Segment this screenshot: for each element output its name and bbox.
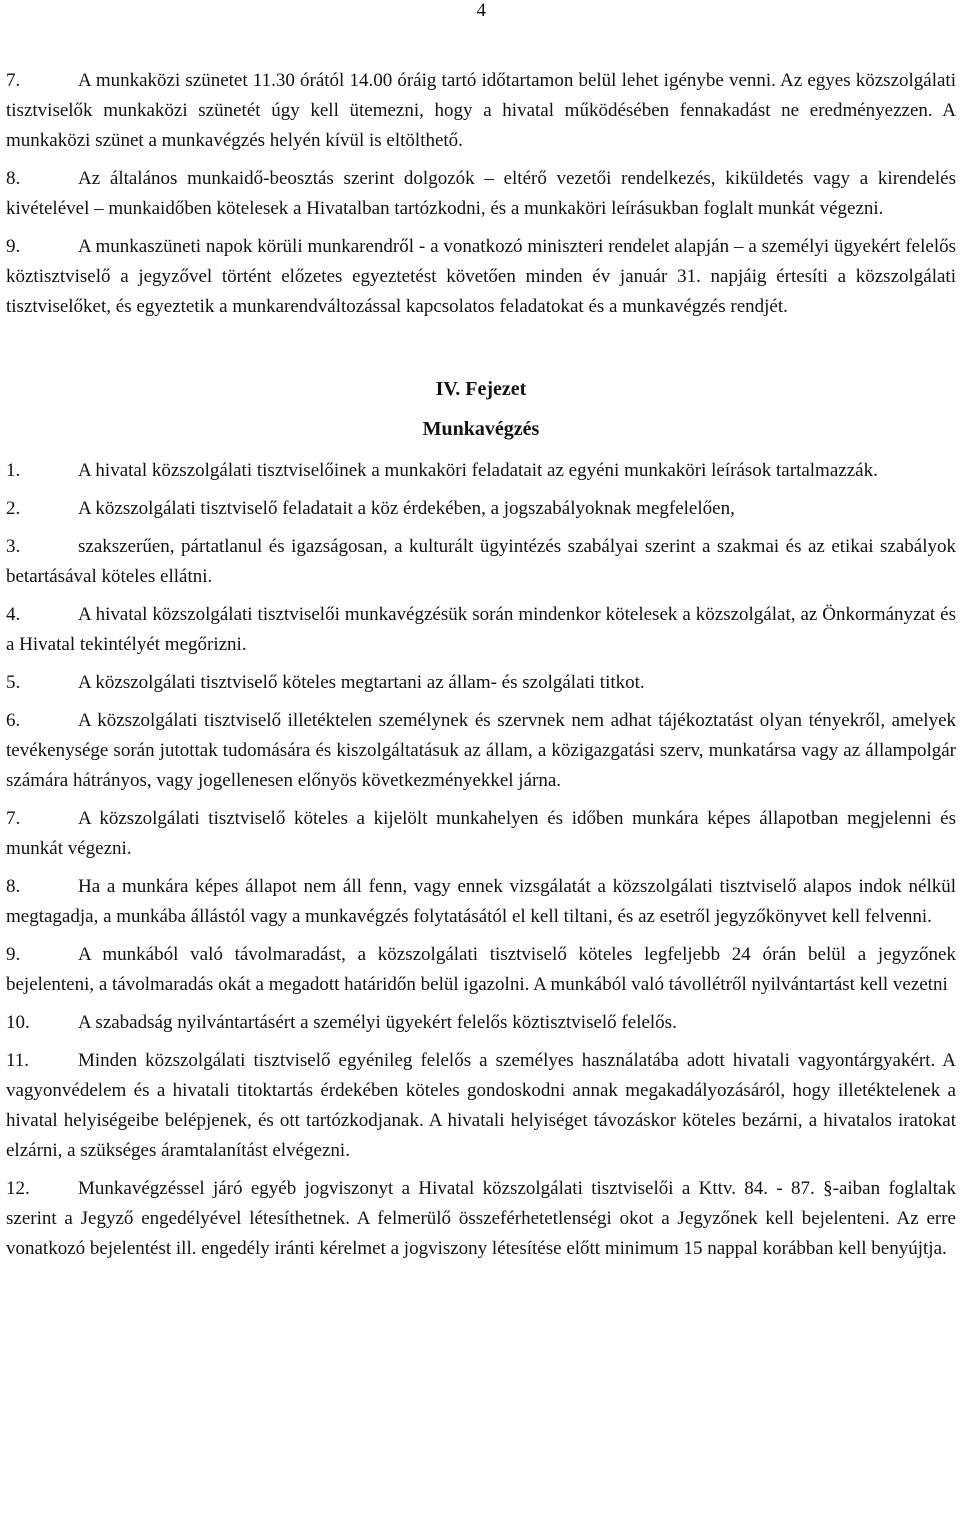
numbered-paragraph (6, 872, 956, 932)
paragraph-text: Munkavégzéssel járó egyéb jogviszonyt a Hivatal közszolgálati tisztviselői a Kttv. 84. - 87. §-aiban foglaltak szerint a Jegyző engedélyével létesíthetnek. A felmerülő összeférhetetlenségi okot a Jegyzőnek kell bejelenteni. Az erre vonatkozó bejelentést ill. engedély iránti kérelmet a jogviszony létesítése előtt minimum 15 nappal korábban kell benyújtja. (6, 1178, 956, 1259)
numbered-paragraph (6, 706, 956, 796)
chapter-number: IV. Fejezet (435, 378, 527, 400)
numbered-paragraph (6, 164, 956, 224)
paragraph-number: 3. (6, 536, 21, 557)
paragraph-list-top (6, 66, 956, 322)
paragraph-text: A közszolgálati tisztviselő köteles a kijelölt munkahelyen és időben munkára képes állapotban megjelenni és munkát végezni. (6, 808, 956, 859)
numbered-paragraph (6, 494, 956, 524)
paragraph-number: 6. (6, 710, 21, 731)
numbered-paragraph (6, 804, 956, 864)
paragraph-number: 5. (6, 672, 21, 693)
numbered-paragraph (6, 232, 956, 322)
document-body (6, 66, 956, 1272)
paragraph-text: A közszolgálati tisztviselő illetéktelen személynek és szervnek nem adhat tájékoztatást olyan tényekről, amelyek tevékenysége során jutottak tudomására és kiszolgáltatásuk az állam, a közigazgatási szerv, munkatársa vagy az állampolgár számára hátrányos, vagy jogellenesen előnyös következményekkel járna. (6, 710, 956, 791)
paragraph-number: 12. (6, 1178, 30, 1199)
paragraph-number: 1. (6, 460, 21, 481)
paragraph-text: A hivatal közszolgálati tisztviselői munkavégzésük során mindenkor kötelesek a közszolgálat, az Önkormányzat és a Hivatal tekintélyét megőrizni. (6, 604, 956, 655)
numbered-paragraph (6, 66, 956, 156)
paragraph-text: A munkaközi szünetet 11.30 órától 14.00 óráig tartó időtartamon belül lehet igénybe venni. Az egyes közszolgálati tisztviselők munkaközi szünetét úgy kell ütemezni, hogy a hivatal működésében fennakadást ne eredményezzen. A munkaközi szünet a munkavégzés helyén kívül is eltölthető. (6, 70, 956, 151)
paragraph-text: A szabadság nyilvántartásért a személyi ügyekért felelős köztisztviselő felelős. (78, 1012, 677, 1033)
numbered-paragraph (6, 940, 956, 1000)
numbered-paragraph (6, 1174, 956, 1264)
paragraph-number: 4. (6, 604, 21, 625)
paragraph-text: A munkából való távolmaradást, a közszolgálati tisztviselő köteles legfeljebb 24 órán belül a jegyzőnek bejelenteni, a távolmaradás okát a megadott határidőn belül igazolni. A munkából való távollétről nyilvántartást kell vezetni (6, 944, 956, 995)
paragraph-list-bottom (6, 456, 956, 1264)
paragraph-text: Ha a munkára képes állapot nem áll fenn, vagy ennek vizsgálatát a közszolgálati tisztviselő alapos indok nélkül megtagadja, a munkába állástól vagy a munkavégzés folytatásától el kell tiltani, és az esetről jegyzőkönyvet kell felvenni. (6, 876, 956, 927)
page-number: 4 (476, 0, 486, 21)
paragraph-number: 7. (6, 808, 21, 829)
paragraph-number: 7. (6, 70, 21, 91)
paragraph-text: Az általános munkaidő-beosztás szerint dolgozók – eltérő vezetői rendelkezés, kiküldetés vagy a kirendelés kivételével – munkaidőben kötelesek a Hivatalban tartózkodni, és a munkaköri leírásukban foglalt munkát végezni. (6, 168, 956, 219)
paragraph-number: 9. (6, 944, 21, 965)
numbered-paragraph (6, 1046, 956, 1166)
numbered-paragraph (6, 600, 956, 660)
numbered-paragraph (6, 456, 956, 486)
paragraph-text: Minden közszolgálati tisztviselő egyénileg felelős a személyes használatába adott hivatali vagyontárgyakért. A vagyonvédelem és a hivatali titoktartás érdekében köteles gondoskodni annak megakadályozásáról, hogy illetéktelenek a hivatal helyiségeibe belépjenek, és ott tartózkodjanak. A hivatali helyiséget távozáskor köteles bezárni, a hivatalos iratokat elzárni, a szükséges áramtalanítást elvégezni. (6, 1050, 956, 1161)
numbered-paragraph (6, 532, 956, 592)
paragraph-number: 8. (6, 876, 21, 897)
numbered-paragraph (6, 668, 956, 698)
paragraph-text: A közszolgálati tisztviselő köteles megtartani az állam- és szolgálati titkot. (78, 672, 645, 693)
paragraph-number: 10. (6, 1012, 30, 1033)
paragraph-number: 8. (6, 168, 21, 189)
paragraph-text: A munkaszüneti napok körüli munkarendről - a vonatkozó miniszteri rendelet alapján – a személyi ügyekért felelős köztisztviselő a jegyzővel történt előzetes egyeztetést követően minden év január 31. napjáig értesíti a közszolgálati tisztviselőket, és egyeztetik a munkarendváltozással kapcsolatos feladatokat és a munkavégzés rendjét. (6, 236, 956, 317)
paragraph-number: 2. (6, 498, 21, 519)
paragraph-text: A hivatal közszolgálati tisztviselőinek a munkaköri feladatait az egyéni munkaköri leírások tartalmazzák. (78, 460, 878, 481)
paragraph-number: 9. (6, 236, 21, 257)
chapter-title: Munkavégzés (422, 418, 540, 440)
paragraph-text: szakszerűen, pártatlanul és igazságosan, a kulturált ügyintézés szabályai szerint a szakmai és az etikai szabályok betartásával köteles ellátni. (6, 536, 956, 587)
paragraph-text: A közszolgálati tisztviselő feladatait a köz érdekében, a jogszabályoknak megfelelően, (78, 498, 735, 519)
numbered-paragraph (6, 1008, 956, 1038)
paragraph-number: 11. (6, 1050, 30, 1071)
